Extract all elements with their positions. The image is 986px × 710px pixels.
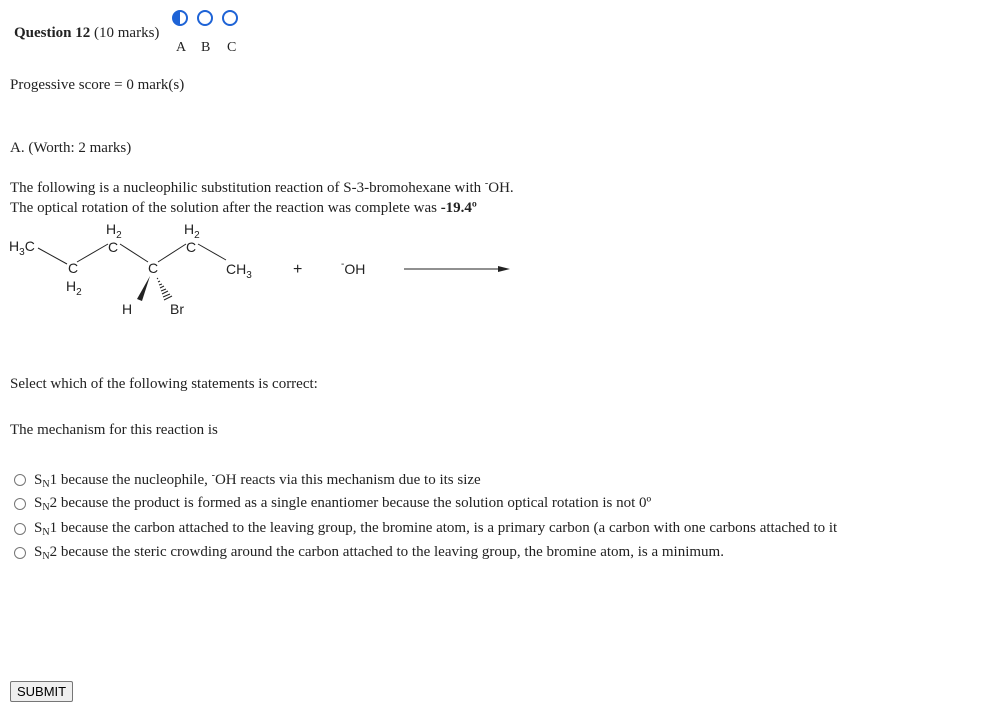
option-3[interactable] — [14, 520, 837, 538]
bond-5 — [198, 244, 226, 260]
part-a-label: A — [176, 40, 187, 55]
question-description-line1 — [10, 178, 514, 197]
ch2-upper2-h: $H_2$ — [184, 222, 200, 241]
bond-1 — [38, 248, 67, 264]
select-instruction: Select which of the following statements is correct: — [10, 376, 318, 392]
option-2-radio[interactable] — [14, 498, 26, 510]
option-2[interactable] — [14, 495, 651, 513]
substrate-structure — [9, 222, 252, 317]
h-substituent: H — [122, 301, 133, 317]
ch2-upper1-carbon: C — [108, 239, 119, 255]
ch2-lower-carbon: C — [68, 260, 79, 276]
progressive-score: Progessive score = 0 mark(s) — [10, 77, 185, 93]
wedge-bond — [137, 276, 150, 301]
ch2-upper1-h: $H_2$ — [106, 222, 122, 241]
option-1-radio[interactable] — [14, 474, 26, 486]
option-2-label: $S_N2$ because the product is formed as a single enantiomer because the solution optical rotation is not 0º — [34, 495, 652, 513]
ch3-label: $CH_3$ — [226, 261, 252, 281]
part-a-worth: A. (Worth: 2 marks) — [10, 140, 132, 156]
h3c-label: $H_3C$ — [9, 238, 35, 258]
option-1[interactable] — [14, 470, 481, 490]
question-title — [14, 25, 159, 42]
desc1-minus: - — [484, 178, 489, 189]
option-4-label: $S_N2$ because the steric crowding around the carbon attached to the leaving group, the bromine atom, is a minimum. — [34, 544, 724, 562]
hashed-bond — [157, 278, 172, 300]
question-number: Question 12 — [14, 25, 91, 41]
part-c-label: C — [227, 40, 237, 55]
bond-3 — [120, 244, 148, 262]
part-indicators — [172, 10, 244, 58]
question-marks: (10 marks) — [94, 25, 160, 41]
plus-sign: + — [293, 261, 303, 278]
option-3-radio[interactable] — [14, 523, 26, 535]
ch2-lower-h: $H_2$ — [66, 278, 82, 298]
part-b-label: B — [201, 40, 211, 55]
chiral-carbon: C — [148, 260, 159, 276]
part-c-status-icon[interactable] — [222, 10, 238, 26]
part-a-status-icon[interactable] — [172, 10, 188, 26]
ch2-upper2-carbon: C — [186, 239, 197, 255]
bond-4 — [158, 244, 186, 262]
reaction-arrow — [404, 266, 510, 272]
part-b-status-icon[interactable] — [197, 10, 213, 26]
desc2-text: The optical rotation of the solution after the reaction was complete was — [10, 200, 441, 216]
br-substituent: Br — [170, 301, 184, 317]
submit-button[interactable]: SUBMIT — [10, 681, 73, 702]
hydroxide-nucleophile: -OH — [341, 259, 366, 277]
question-description-line2 — [10, 200, 477, 217]
option-3-label: $S_N1$ because the carbon attached to the leaving group, the bromine atom, is a primary carbon (a carbon with one carbons attached to it — [34, 520, 838, 538]
option-4[interactable] — [14, 544, 724, 562]
reaction-scheme — [0, 222, 540, 326]
bond-2 — [77, 244, 108, 262]
desc1-text: The following is a nucleophilic substitution reaction of S-3-bromohexane with — [10, 180, 485, 196]
optical-rotation-value: -19.4º — [440, 200, 477, 216]
option-1-label: $S_N1$ because the nucleophile, -OH reacts via this mechanism due to its size — [34, 470, 481, 490]
option-4-radio[interactable] — [14, 547, 26, 559]
desc1-oh: OH. — [488, 180, 514, 196]
mechanism-prompt: The mechanism for this reaction is — [10, 422, 218, 438]
